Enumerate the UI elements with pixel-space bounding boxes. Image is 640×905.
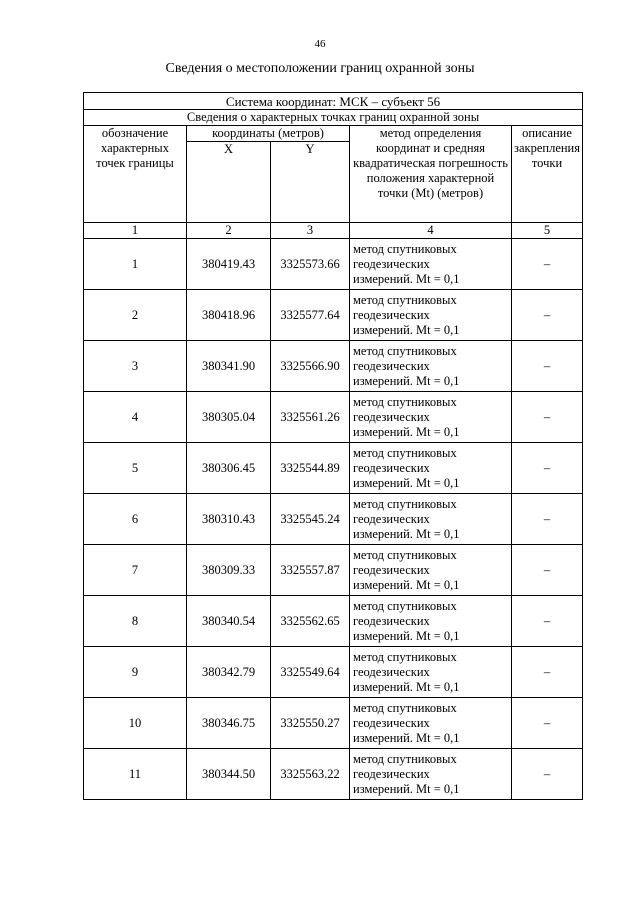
fixing-description: – <box>512 698 583 749</box>
point-number: 2 <box>84 290 187 341</box>
method-line: метод спутниковых <box>353 496 457 511</box>
point-number: 3 <box>84 341 187 392</box>
method-cell <box>350 341 512 392</box>
fixing-description: – <box>512 443 583 494</box>
column-number-row <box>84 223 583 239</box>
fixing-description: – <box>512 545 583 596</box>
method-line: геодезических <box>353 256 430 271</box>
y-coordinate: 3325545.24 <box>271 494 350 545</box>
x-coordinate: 380418.96 <box>187 290 271 341</box>
y-coordinate: 3325562.65 <box>271 596 350 647</box>
page-number: 46 <box>314 38 326 50</box>
method-line: геодезических <box>353 664 430 679</box>
column-number: 5 <box>512 223 583 239</box>
table-row <box>84 647 583 698</box>
method-line: метод спутниковых <box>353 343 457 358</box>
method-line: геодезических <box>353 358 430 373</box>
y-coordinate: 3325563.22 <box>271 749 350 800</box>
method-line: измерений. Mt = 0,1 <box>353 424 460 439</box>
fixing-description: – <box>512 341 583 392</box>
table-row <box>84 545 583 596</box>
column-number: 4 <box>350 223 512 239</box>
x-coordinate: 380306.45 <box>187 443 271 494</box>
boundary-points-table <box>83 92 583 800</box>
y-coordinate: 3325566.90 <box>271 341 350 392</box>
y-coordinate: 3325573.66 <box>271 239 350 290</box>
method-line: геодезических <box>353 511 430 526</box>
fixing-description: – <box>512 647 583 698</box>
x-coordinate: 380344.50 <box>187 749 271 800</box>
method-line: измерений. Mt = 0,1 <box>353 577 460 592</box>
method-cell <box>350 596 512 647</box>
method-line: метод спутниковых <box>353 598 457 613</box>
table-row <box>84 443 583 494</box>
method-line: измерений. Mt = 0,1 <box>353 373 460 388</box>
method-line: геодезических <box>353 307 430 322</box>
column-header-row <box>84 126 583 142</box>
table-row <box>84 290 583 341</box>
header-fixing-description: описание закрепления точки <box>512 126 583 223</box>
method-line: геодезических <box>353 766 430 781</box>
section-title-cell: Сведения о характерных точках границ охранной зоны <box>84 110 583 126</box>
y-coordinate: 3325577.64 <box>271 290 350 341</box>
y-coordinate: 3325544.89 <box>271 443 350 494</box>
table-row <box>84 239 583 290</box>
document-title: Сведения о местоположении границ охранной зоны <box>165 61 475 76</box>
method-line: геодезических <box>353 562 430 577</box>
point-number: 5 <box>84 443 187 494</box>
point-number: 6 <box>84 494 187 545</box>
section-title-row <box>84 110 583 126</box>
column-number: 2 <box>187 223 271 239</box>
x-coordinate: 380342.79 <box>187 647 271 698</box>
table-row <box>84 749 583 800</box>
method-cell <box>350 494 512 545</box>
x-coordinate: 380346.75 <box>187 698 271 749</box>
header-method: метод определения координат и средняя квадратическая погрешность положения характерной точки (Mt) (метров) <box>350 126 512 223</box>
method-line: измерений. Mt = 0,1 <box>353 730 460 745</box>
fixing-description: – <box>512 290 583 341</box>
method-cell <box>350 749 512 800</box>
x-coordinate: 380305.04 <box>187 392 271 443</box>
y-coordinate: 3325550.27 <box>271 698 350 749</box>
point-number: 7 <box>84 545 187 596</box>
coordinate-system-row <box>84 93 583 110</box>
table-body <box>84 93 583 800</box>
fixing-description: – <box>512 596 583 647</box>
method-line: измерений. Mt = 0,1 <box>353 679 460 694</box>
method-line: измерений. Mt = 0,1 <box>353 322 460 337</box>
method-line: метод спутниковых <box>353 445 457 460</box>
method-line: метод спутниковых <box>353 292 457 307</box>
method-line: геодезических <box>353 715 430 730</box>
x-coordinate: 380341.90 <box>187 341 271 392</box>
coordinate-system-cell: Система координат: МСК – субъект 56 <box>84 93 583 110</box>
table-row <box>84 392 583 443</box>
header-x: X <box>187 142 271 223</box>
method-line: метод спутниковых <box>353 751 457 766</box>
y-coordinate: 3325561.26 <box>271 392 350 443</box>
method-line: метод спутниковых <box>353 241 457 256</box>
point-number: 11 <box>84 749 187 800</box>
method-line: геодезических <box>353 460 430 475</box>
point-number: 10 <box>84 698 187 749</box>
method-line: метод спутниковых <box>353 394 457 409</box>
x-coordinate: 380310.43 <box>187 494 271 545</box>
method-line: метод спутниковых <box>353 700 457 715</box>
x-coordinate: 380419.43 <box>187 239 271 290</box>
header-coordinates: координаты (метров) <box>187 126 350 142</box>
method-line: измерений. Mt = 0,1 <box>353 526 460 541</box>
method-cell <box>350 698 512 749</box>
method-line: измерений. Mt = 0,1 <box>353 475 460 490</box>
method-cell <box>350 545 512 596</box>
point-number: 9 <box>84 647 187 698</box>
method-line: измерений. Mt = 0,1 <box>353 628 460 643</box>
table-row <box>84 596 583 647</box>
header-point-designation: обозначение характерных точек границы <box>84 126 187 223</box>
header-y: Y <box>271 142 350 223</box>
method-cell <box>350 647 512 698</box>
column-number: 1 <box>84 223 187 239</box>
method-line: геодезических <box>353 409 430 424</box>
point-number: 1 <box>84 239 187 290</box>
table-row <box>84 494 583 545</box>
fixing-description: – <box>512 749 583 800</box>
method-line: геодезических <box>353 613 430 628</box>
fixing-description: – <box>512 239 583 290</box>
method-line: измерений. Mt = 0,1 <box>353 781 460 796</box>
y-coordinate: 3325549.64 <box>271 647 350 698</box>
method-line: метод спутниковых <box>353 649 457 664</box>
method-cell <box>350 392 512 443</box>
method-cell <box>350 443 512 494</box>
method-line: метод спутниковых <box>353 547 457 562</box>
table-row <box>84 698 583 749</box>
x-coordinate: 380309.33 <box>187 545 271 596</box>
column-number: 3 <box>271 223 350 239</box>
point-number: 4 <box>84 392 187 443</box>
table-row <box>84 341 583 392</box>
method-cell <box>350 290 512 341</box>
fixing-description: – <box>512 392 583 443</box>
y-coordinate: 3325557.87 <box>271 545 350 596</box>
point-number: 8 <box>84 596 187 647</box>
fixing-description: – <box>512 494 583 545</box>
method-cell <box>350 239 512 290</box>
x-coordinate: 380340.54 <box>187 596 271 647</box>
method-line: измерений. Mt = 0,1 <box>353 271 460 286</box>
